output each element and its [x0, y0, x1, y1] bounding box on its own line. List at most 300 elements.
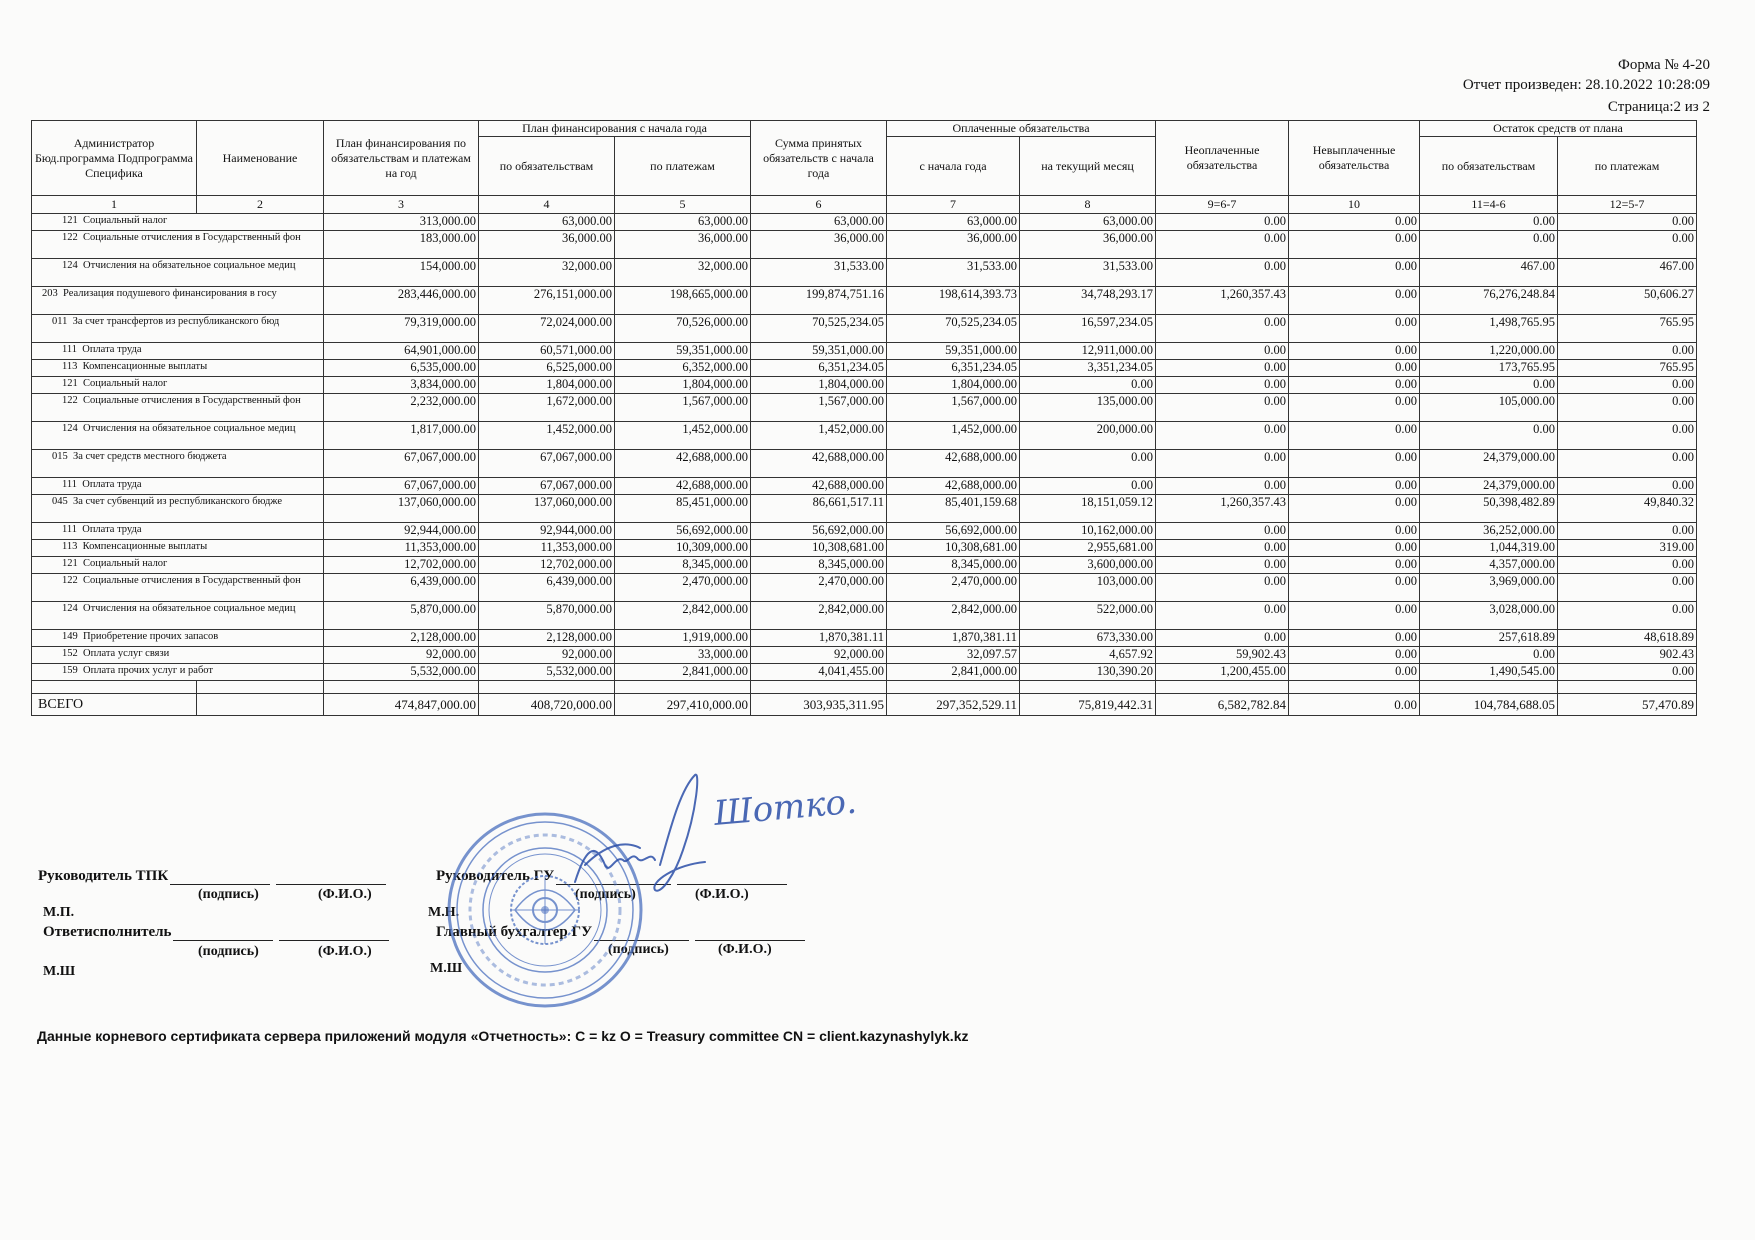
value-cell: 130,390.20 [1020, 664, 1156, 681]
row-code: 121 [62, 378, 78, 389]
value-cell: 173,765.95 [1420, 360, 1558, 377]
column-number-cell: 10 [1289, 196, 1420, 214]
value-cell: 467.00 [1420, 259, 1558, 287]
row-label: Социальный налог [83, 215, 168, 226]
row-code: 124 [62, 423, 78, 434]
value-cell: 137,060,000.00 [324, 495, 479, 523]
value-cell: 2,841,000.00 [615, 664, 751, 681]
value-cell: 67,067,000.00 [324, 450, 479, 478]
value-cell: 2,470,000.00 [887, 574, 1020, 602]
value-cell: 36,000.00 [615, 231, 751, 259]
group-remaining-header: Остаток средств от плана [1420, 121, 1697, 137]
col-plan-obligations-header: по обязательствам [479, 137, 615, 196]
value-cell: 63,000.00 [887, 214, 1020, 231]
chief-accountant-signature-caption: (подпись) [608, 942, 669, 957]
value-cell: 4,657.92 [1020, 647, 1156, 664]
value-cell: 11,353,000.00 [324, 540, 479, 557]
value-cell: 6,535,000.00 [324, 360, 479, 377]
row-label-cell [32, 422, 324, 450]
head-tpk-fio-caption: (Ф.И.О.) [318, 887, 372, 902]
total-value-cell: 75,819,442.31 [1020, 694, 1156, 716]
value-cell: 5,532,000.00 [479, 664, 615, 681]
row-label: Отчисления на обязательное социальное медиц [83, 603, 296, 614]
value-cell: 0.00 [1156, 214, 1289, 231]
column-number-cell: 3 [324, 196, 479, 214]
total-value-cell: 408,720,000.00 [479, 694, 615, 716]
value-cell: 1,804,000.00 [615, 377, 751, 394]
value-cell: 103,000.00 [1020, 574, 1156, 602]
row-label: Отчисления на обязательное социальное медиц [83, 423, 296, 434]
value-cell: 67,067,000.00 [324, 478, 479, 495]
row-label-cell [32, 315, 324, 343]
row-label-cell [32, 287, 324, 315]
value-cell: 183,000.00 [324, 231, 479, 259]
column-number-cell: 2 [197, 196, 324, 214]
value-cell: 8,345,000.00 [887, 557, 1020, 574]
row-label-cell [32, 523, 324, 540]
value-cell: 467.00 [1558, 259, 1697, 287]
table-row [32, 664, 1697, 681]
row-label: За счет трансфертов из республиканского бюд [72, 316, 280, 327]
value-cell: 59,351,000.00 [887, 343, 1020, 360]
row-code: 121 [62, 558, 78, 569]
handwritten-name: Шотко. [712, 781, 859, 834]
value-cell: 1,567,000.00 [615, 394, 751, 422]
value-cell: 63,000.00 [1020, 214, 1156, 231]
value-cell: 198,614,393.73 [887, 287, 1020, 315]
row-label-cell [32, 360, 324, 377]
value-cell: 105,000.00 [1420, 394, 1558, 422]
msh-label-right: М.Ш [430, 961, 463, 976]
chief-accountant-fio-caption: (Ф.И.О.) [718, 942, 772, 957]
executor-fio-line [279, 926, 389, 941]
value-cell: 319.00 [1558, 540, 1697, 557]
value-cell: 34,748,293.17 [1020, 287, 1156, 315]
col-admin-header: Администратор Бюд.программа Подпрограмма Специфика [32, 121, 197, 196]
group-paid-header: Оплаченные обязательства [887, 121, 1156, 137]
value-cell: 2,470,000.00 [751, 574, 887, 602]
form-number: Форма № 4-20 [1618, 57, 1710, 73]
row-label-cell [32, 394, 324, 422]
value-cell: 0.00 [1289, 523, 1420, 540]
value-cell: 522,000.00 [1020, 602, 1156, 630]
value-cell: 1,044,319.00 [1420, 540, 1558, 557]
value-cell: 31,533.00 [887, 259, 1020, 287]
row-label: За счет средств местного бюджета [73, 451, 227, 462]
value-cell: 36,000.00 [751, 231, 887, 259]
row-label: Социальные отчисления в Государственный фон [83, 395, 301, 406]
value-cell: 1,260,357.43 [1156, 495, 1289, 523]
row-code: 122 [62, 575, 78, 586]
table-row [32, 259, 1697, 287]
value-cell: 0.00 [1020, 478, 1156, 495]
value-cell: 137,060,000.00 [479, 495, 615, 523]
value-cell: 50,398,482.89 [1420, 495, 1558, 523]
value-cell: 67,067,000.00 [479, 450, 615, 478]
value-cell: 0.00 [1558, 422, 1697, 450]
value-cell: 0.00 [1289, 231, 1420, 259]
row-label: Отчисления на обязательное социальное медиц [83, 260, 296, 271]
value-cell: 199,874,751.16 [751, 287, 887, 315]
value-cell: 79,319,000.00 [324, 315, 479, 343]
value-cell: 0.00 [1156, 540, 1289, 557]
value-cell: 0.00 [1420, 647, 1558, 664]
row-label: За счет субвенций из республиканского бюдже [73, 496, 283, 507]
row-label-cell [32, 557, 324, 574]
executor-signature-line [173, 926, 273, 941]
value-cell: 0.00 [1156, 422, 1289, 450]
value-cell: 5,870,000.00 [479, 602, 615, 630]
row-code: 111 [62, 524, 77, 535]
total-value-cell: 57,470.89 [1558, 694, 1697, 716]
value-cell: 50,606.27 [1558, 287, 1697, 315]
value-cell: 135,000.00 [1020, 394, 1156, 422]
row-label-cell [32, 664, 324, 681]
column-number-cell: 6 [751, 196, 887, 214]
col-unpaid-header: Неоплаченные обязательства [1156, 121, 1289, 196]
value-cell: 2,842,000.00 [887, 602, 1020, 630]
value-cell: 0.00 [1289, 287, 1420, 315]
head-tpk-line [38, 868, 386, 885]
value-cell: 85,401,159.68 [887, 495, 1020, 523]
value-cell: 24,379,000.00 [1420, 478, 1558, 495]
head-tpk-signature-line [170, 870, 270, 885]
row-label: Оплата труда [82, 344, 142, 355]
value-cell: 3,351,234.05 [1020, 360, 1156, 377]
table-row [32, 450, 1697, 478]
head-tpk-fio-line [276, 870, 386, 885]
column-number-cell: 9=6-7 [1156, 196, 1289, 214]
total-value-cell: 0.00 [1289, 694, 1420, 716]
value-cell: 3,028,000.00 [1420, 602, 1558, 630]
value-cell: 60,571,000.00 [479, 343, 615, 360]
value-cell: 1,220,000.00 [1420, 343, 1558, 360]
value-cell: 33,000.00 [615, 647, 751, 664]
row-label: Социальный налог [83, 378, 168, 389]
table-row [32, 557, 1697, 574]
table-row [32, 647, 1697, 664]
row-label: Оплата труда [82, 479, 142, 490]
value-cell: 0.00 [1420, 231, 1558, 259]
row-label-cell [32, 540, 324, 557]
row-code: 122 [62, 232, 78, 243]
col-rem-payments-header: по платежам [1558, 137, 1697, 196]
row-code: 015 [52, 451, 68, 462]
value-cell: 0.00 [1558, 394, 1697, 422]
value-cell: 1,919,000.00 [615, 630, 751, 647]
handwritten-signature [565, 770, 865, 910]
row-code: 203 [42, 288, 58, 299]
value-cell: 0.00 [1420, 377, 1558, 394]
value-cell: 5,870,000.00 [324, 602, 479, 630]
value-cell: 0.00 [1289, 377, 1420, 394]
value-cell: 42,688,000.00 [887, 478, 1020, 495]
total-empty-cell [197, 694, 324, 716]
table-row [32, 540, 1697, 557]
row-code: 159 [62, 665, 78, 676]
value-cell: 48,618.89 [1558, 630, 1697, 647]
value-cell: 0.00 [1289, 574, 1420, 602]
value-cell: 2,841,000.00 [887, 664, 1020, 681]
value-cell: 42,688,000.00 [615, 478, 751, 495]
value-cell: 2,128,000.00 [324, 630, 479, 647]
value-cell: 1,452,000.00 [887, 422, 1020, 450]
table-row [32, 231, 1697, 259]
row-code: 121 [62, 215, 78, 226]
row-label: Оплата услуг связи [83, 648, 170, 659]
col-accepted-header: Сумма принятых обязательств с начала года [751, 121, 887, 196]
value-cell: 0.00 [1289, 664, 1420, 681]
group-plan-header: План финансирования с начала года [479, 121, 751, 137]
row-label: Оплата прочих услуг и работ [83, 665, 213, 676]
table-row [32, 495, 1697, 523]
value-cell: 6,351,234.05 [887, 360, 1020, 377]
value-cell: 2,470,000.00 [615, 574, 751, 602]
value-cell: 0.00 [1420, 214, 1558, 231]
value-cell: 0.00 [1156, 394, 1289, 422]
head-gu-label: Руководитель ГУ [436, 868, 555, 884]
value-cell: 0.00 [1020, 450, 1156, 478]
mp-label: М.П. [43, 905, 75, 920]
value-cell: 42,688,000.00 [615, 450, 751, 478]
value-cell: 31,533.00 [1020, 259, 1156, 287]
table-row [32, 315, 1697, 343]
page-number: Страница:2 из 2 [1607, 99, 1710, 115]
value-cell: 10,308,681.00 [751, 540, 887, 557]
value-cell: 0.00 [1289, 495, 1420, 523]
row-label: Социальный налог [83, 558, 168, 569]
value-cell: 6,525,000.00 [479, 360, 615, 377]
value-cell: 1,817,000.00 [324, 422, 479, 450]
value-cell: 92,000.00 [479, 647, 615, 664]
value-cell: 0.00 [1156, 574, 1289, 602]
value-cell: 12,702,000.00 [324, 557, 479, 574]
table-row [32, 394, 1697, 422]
value-cell: 0.00 [1020, 377, 1156, 394]
value-cell: 67,067,000.00 [479, 478, 615, 495]
total-value-cell: 297,352,529.11 [887, 694, 1020, 716]
value-cell: 92,000.00 [324, 647, 479, 664]
value-cell: 0.00 [1289, 422, 1420, 450]
value-cell: 0.00 [1289, 315, 1420, 343]
value-cell: 4,357,000.00 [1420, 557, 1558, 574]
value-cell: 36,252,000.00 [1420, 523, 1558, 540]
table-row [32, 360, 1697, 377]
row-label-cell [32, 343, 324, 360]
value-cell: 0.00 [1558, 231, 1697, 259]
column-number-cell: 4 [479, 196, 615, 214]
row-code: 124 [62, 603, 78, 614]
value-cell: 56,692,000.00 [615, 523, 751, 540]
value-cell: 0.00 [1156, 377, 1289, 394]
value-cell: 12,702,000.00 [479, 557, 615, 574]
value-cell: 154,000.00 [324, 259, 479, 287]
col-plan-payments-header: по платежам [615, 137, 751, 196]
table-body [32, 214, 1697, 716]
value-cell: 5,532,000.00 [324, 664, 479, 681]
value-cell: 6,352,000.00 [615, 360, 751, 377]
row-label-cell [32, 495, 324, 523]
value-cell: 0.00 [1156, 259, 1289, 287]
value-cell: 2,955,681.00 [1020, 540, 1156, 557]
row-label-cell [32, 214, 324, 231]
value-cell: 1,452,000.00 [615, 422, 751, 450]
value-cell: 0.00 [1289, 540, 1420, 557]
value-cell: 42,688,000.00 [751, 450, 887, 478]
value-cell: 276,151,000.00 [479, 287, 615, 315]
chief-accountant-label: Главный бухгалтер ГУ [436, 924, 593, 940]
value-cell: 70,526,000.00 [615, 315, 751, 343]
row-code: 045 [52, 496, 68, 507]
col-paid-since-start-header: с начала года [887, 137, 1020, 196]
value-cell: 24,379,000.00 [1420, 450, 1558, 478]
value-cell: 0.00 [1289, 630, 1420, 647]
report-table [31, 120, 1697, 716]
value-cell: 42,688,000.00 [887, 450, 1020, 478]
value-cell: 0.00 [1156, 360, 1289, 377]
total-value-cell: 6,582,782.84 [1156, 694, 1289, 716]
executor-label: Ответисполнитель [43, 924, 172, 940]
row-label-cell [32, 630, 324, 647]
table-row [32, 630, 1697, 647]
value-cell: 0.00 [1420, 422, 1558, 450]
value-cell: 0.00 [1156, 450, 1289, 478]
value-cell: 0.00 [1156, 315, 1289, 343]
value-cell: 1,490,545.00 [1420, 664, 1558, 681]
value-cell: 0.00 [1558, 523, 1697, 540]
value-cell: 2,842,000.00 [615, 602, 751, 630]
value-cell: 765.95 [1558, 315, 1697, 343]
value-cell: 63,000.00 [615, 214, 751, 231]
value-cell: 0.00 [1558, 343, 1697, 360]
table-row [32, 377, 1697, 394]
head-gu-signature-caption: (подпись) [575, 887, 636, 902]
column-number-cell: 8 [1020, 196, 1156, 214]
value-cell: 313,000.00 [324, 214, 479, 231]
head-tpk-signature-caption: (подпись) [198, 887, 259, 902]
head-gu-fio-caption: (Ф.И.О.) [695, 887, 749, 902]
value-cell: 673,330.00 [1020, 630, 1156, 647]
value-cell: 902.43 [1558, 647, 1697, 664]
row-label: Оплата труда [82, 524, 142, 535]
value-cell: 0.00 [1289, 259, 1420, 287]
value-cell: 1,870,381.11 [887, 630, 1020, 647]
mn-label: М.Н. [428, 905, 460, 920]
value-cell: 0.00 [1289, 214, 1420, 231]
table-header [32, 121, 1697, 214]
column-number-cell: 12=5-7 [1558, 196, 1697, 214]
row-code: 111 [62, 344, 77, 355]
value-cell: 32,000.00 [615, 259, 751, 287]
total-value-cell: 104,784,688.05 [1420, 694, 1558, 716]
row-label-cell [32, 259, 324, 287]
value-cell: 6,439,000.00 [479, 574, 615, 602]
table-row [32, 478, 1697, 495]
total-value-cell: 303,935,311.95 [751, 694, 887, 716]
table-row [32, 574, 1697, 602]
total-value-cell: 474,847,000.00 [324, 694, 479, 716]
value-cell: 18,151,059.12 [1020, 495, 1156, 523]
value-cell: 0.00 [1558, 602, 1697, 630]
table-row [32, 523, 1697, 540]
value-cell: 0.00 [1289, 647, 1420, 664]
row-label: Приобретение прочих запасов [83, 631, 219, 642]
row-label-cell [32, 602, 324, 630]
executor-line [43, 924, 389, 941]
row-code: 011 [52, 316, 68, 327]
value-cell: 70,525,234.05 [751, 315, 887, 343]
value-cell: 16,597,234.05 [1020, 315, 1156, 343]
value-cell: 283,446,000.00 [324, 287, 479, 315]
value-cell: 59,351,000.00 [751, 343, 887, 360]
value-cell: 36,000.00 [479, 231, 615, 259]
value-cell: 56,692,000.00 [751, 523, 887, 540]
value-cell: 63,000.00 [751, 214, 887, 231]
value-cell: 59,902.43 [1156, 647, 1289, 664]
value-cell: 0.00 [1289, 360, 1420, 377]
value-cell: 1,452,000.00 [479, 422, 615, 450]
value-cell: 70,525,234.05 [887, 315, 1020, 343]
row-label: Компенсационные выплаты [82, 541, 208, 552]
value-cell: 1,498,765.95 [1420, 315, 1558, 343]
value-cell: 0.00 [1558, 377, 1697, 394]
value-cell: 76,276,248.84 [1420, 287, 1558, 315]
value-cell: 1,804,000.00 [751, 377, 887, 394]
row-label-cell [32, 647, 324, 664]
value-cell: 257,618.89 [1420, 630, 1558, 647]
value-cell: 36,000.00 [1020, 231, 1156, 259]
value-cell: 0.00 [1558, 478, 1697, 495]
row-label: Реализация подушевого финансирования в госу [63, 288, 277, 299]
value-cell: 1,567,000.00 [751, 394, 887, 422]
value-cell: 0.00 [1289, 343, 1420, 360]
report-timestamp: Отчет произведен: 28.10.2022 10:28:09 [1462, 77, 1710, 93]
value-cell: 0.00 [1289, 557, 1420, 574]
col-not-paid-header: Невыплаченные обязательства [1289, 121, 1420, 196]
value-cell: 0.00 [1289, 394, 1420, 422]
column-number-cell: 1 [32, 196, 197, 214]
table-row [32, 214, 1697, 231]
total-label: ВСЕГО [32, 694, 197, 716]
table-row [32, 602, 1697, 630]
col-name-header: Наименование [197, 121, 324, 196]
value-cell: 92,944,000.00 [479, 523, 615, 540]
value-cell: 0.00 [1558, 450, 1697, 478]
value-cell: 85,451,000.00 [615, 495, 751, 523]
row-label: Компенсационные выплаты [82, 361, 208, 372]
value-cell: 49,840.32 [1558, 495, 1697, 523]
value-cell: 64,901,000.00 [324, 343, 479, 360]
value-cell: 59,351,000.00 [615, 343, 751, 360]
column-number-cell: 5 [615, 196, 751, 214]
value-cell: 2,842,000.00 [751, 602, 887, 630]
value-cell: 11,353,000.00 [479, 540, 615, 557]
value-cell: 3,600,000.00 [1020, 557, 1156, 574]
value-cell: 0.00 [1558, 557, 1697, 574]
executor-signature-caption: (подпись) [198, 944, 259, 959]
value-cell: 1,567,000.00 [887, 394, 1020, 422]
value-cell: 10,308,681.00 [887, 540, 1020, 557]
value-cell: 92,944,000.00 [324, 523, 479, 540]
value-cell: 765.95 [1558, 360, 1697, 377]
value-cell: 4,041,455.00 [751, 664, 887, 681]
value-cell: 1,452,000.00 [751, 422, 887, 450]
col-paid-month-header: на текущий месяц [1020, 137, 1156, 196]
value-cell: 198,665,000.00 [615, 287, 751, 315]
value-cell: 0.00 [1156, 523, 1289, 540]
table-row [32, 422, 1697, 450]
value-cell: 6,439,000.00 [324, 574, 479, 602]
